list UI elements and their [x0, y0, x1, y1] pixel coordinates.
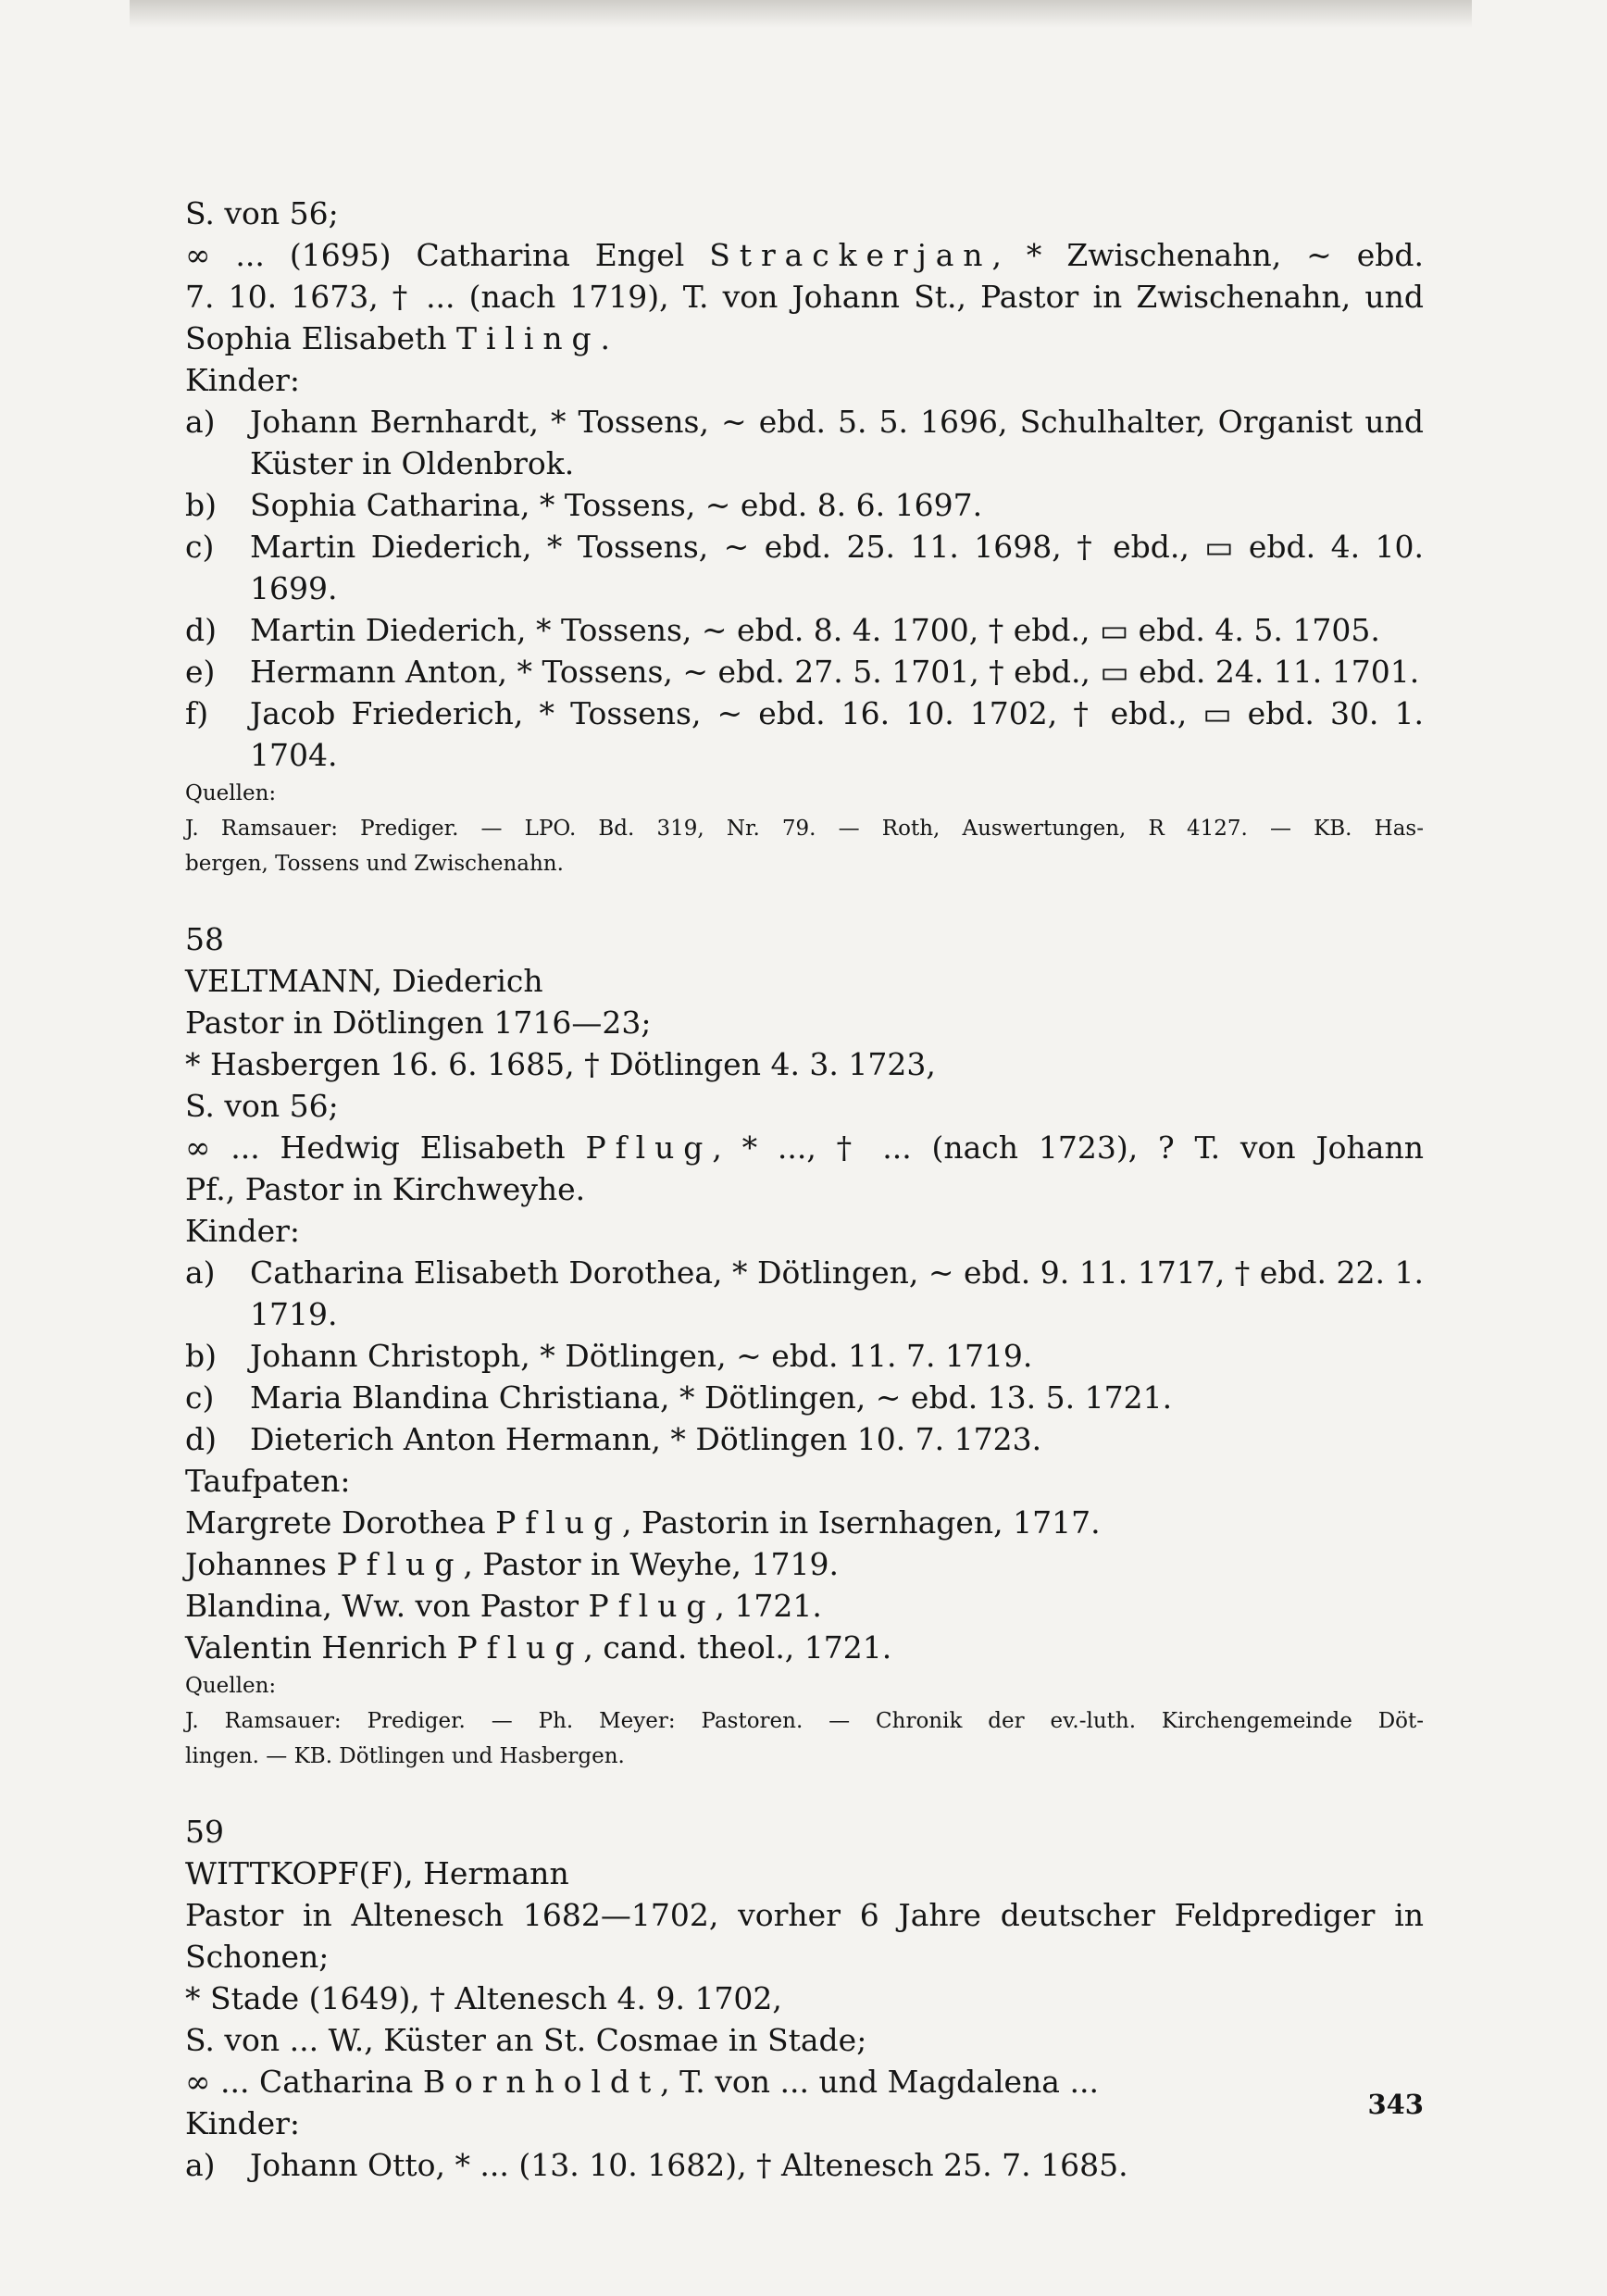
son-of-line: S. von ... W., Küster an St. Cosmae in Stade;	[185, 2022, 867, 2058]
child-entry: a) Johann Otto, * ... (13. 10. 1682), † Altenesch 25. 7. 1685.	[185, 2147, 1128, 2183]
office-line-2: Schonen;	[185, 1939, 330, 1975]
child-entry: d) Martin Diederich, * Tossens, ~ ebd. 8. 4. 1700, † ebd., ▭ ebd. 4. 5. 1705.	[185, 612, 1380, 648]
son-of-line: S. von 56;	[185, 1088, 339, 1124]
children-label: Kinder:	[185, 2105, 301, 2141]
godparents-label: Taufpaten:	[185, 1463, 351, 1499]
child-entry: c) Maria Blandina Christiana, * Dötlingen, ~ ebd. 13. 5. 1721.	[185, 1379, 1173, 1416]
marriage-line: ∞ ... Catharina Bornholdt, T. von ... und Magdalena ...	[185, 2064, 1099, 2100]
sources-line: J. Ramsauer: Prediger. — Ph. Meyer: Pastoren. — Chronik der ev.-luth. Kirchengemeinde Döt-	[185, 1709, 1424, 1733]
children-label: Kinder:	[185, 1213, 301, 1249]
godparent-entry: Valentin Henrich Pflug, cand. theol., 1721.	[185, 1629, 892, 1666]
child-entry: d) Dieterich Anton Hermann, * Dötlingen 10. 7. 1723.	[185, 1421, 1042, 1457]
marriage-line: ∞ ... Hedwig Elisabeth Pflug, * ..., † ... (nach 1723), ? T. von Johann	[185, 1129, 1424, 1166]
marriage-line: ∞ ... (1695) Catharina Engel Strackerjan, * Zwischenahn, ~ ebd.	[185, 237, 1424, 273]
scan-edge-shadow	[130, 0, 1472, 28]
child-entry-cont: Küster in Oldenbrok.	[250, 445, 575, 481]
marriage-line-2: 7. 10. 1673, † ... (nach 1719), T. von Johann St., Pastor in Zwischenahn, und	[185, 279, 1424, 315]
godparent-entry: Blandina, Ww. von Pastor Pflug, 1721.	[185, 1588, 822, 1624]
entry-name: VELTMANN, Diederich	[185, 963, 543, 999]
entry-number: 59	[185, 1814, 224, 1850]
sources-label: Quellen:	[185, 781, 277, 805]
child-entry: e) Hermann Anton, * Tossens, ~ ebd. 27. 5. 1701, † ebd., ▭ ebd. 24. 11. 1701.	[185, 654, 1420, 690]
child-entry: b) Johann Christoph, * Dötlingen, ~ ebd. 11. 7. 1719.	[185, 1338, 1033, 1374]
children-label: Kinder:	[185, 362, 301, 398]
child-entry-cont: 1719.	[250, 1296, 338, 1332]
son-of-line: S. von 56;	[185, 195, 339, 231]
sources-line: J. Ramsauer: Prediger. — LPO. Bd. 319, Nr. 79. — Roth, Auswertungen, R 4127. — KB. Has-	[185, 817, 1424, 841]
sources-line-2: lingen. — KB. Dötlingen und Hasbergen.	[185, 1744, 625, 1768]
birth-line: * Stade (1649), † Altenesch 4. 9. 1702,	[185, 1980, 782, 2016]
page-body	[185, 193, 1424, 2186]
child-entry: f) Jacob Friederich, * Tossens, ~ ebd. 16. 10. 1702, † ebd., ▭ ebd. 30. 1. 1704.	[185, 695, 1424, 773]
marriage-line-2: Pf., Pastor in Kirchweyhe.	[185, 1171, 586, 1207]
child-entry: a) Johann Bernhardt, * Tossens, ~ ebd. 5. 5. 1696, Schulhalter, Organist und	[185, 404, 1424, 440]
office-line: Pastor in Altenesch 1682—1702, vorher 6 Jahre deutscher Feldprediger in	[185, 1897, 1424, 1933]
marriage-line-3: Sophia Elisabeth Tiling.	[185, 320, 610, 356]
child-entry: b) Sophia Catharina, * Tossens, ~ ebd. 8. 6. 1697.	[185, 487, 983, 523]
godparent-entry: Johannes Pflug, Pastor in Weyhe, 1719.	[185, 1546, 839, 1582]
entry-number: 58	[185, 921, 224, 957]
child-entry: c) Martin Diederich, * Tossens, ~ ebd. 25. 11. 1698, † ebd., ▭ ebd. 4. 10. 1699.	[185, 529, 1424, 606]
office-line: Pastor in Dötlingen 1716—23;	[185, 1004, 652, 1041]
child-entry: a) Catharina Elisabeth Dorothea, * Dötlingen, ~ ebd. 9. 11. 1717, † ebd. 22. 1.	[185, 1254, 1424, 1291]
godparent-entry: Margrete Dorothea Pflug, Pastorin in Isernhagen, 1717.	[185, 1504, 1101, 1541]
sources-line-2: bergen, Tossens und Zwischenahn.	[185, 852, 564, 876]
entry-name: WITTKOPF(F), Hermann	[185, 1855, 569, 1891]
birth-line: * Hasbergen 16. 6. 1685, † Dötlingen 4. 3. 1723,	[185, 1046, 936, 1082]
page-number: 343	[1367, 2089, 1424, 2120]
sources-label: Quellen:	[185, 1674, 277, 1698]
